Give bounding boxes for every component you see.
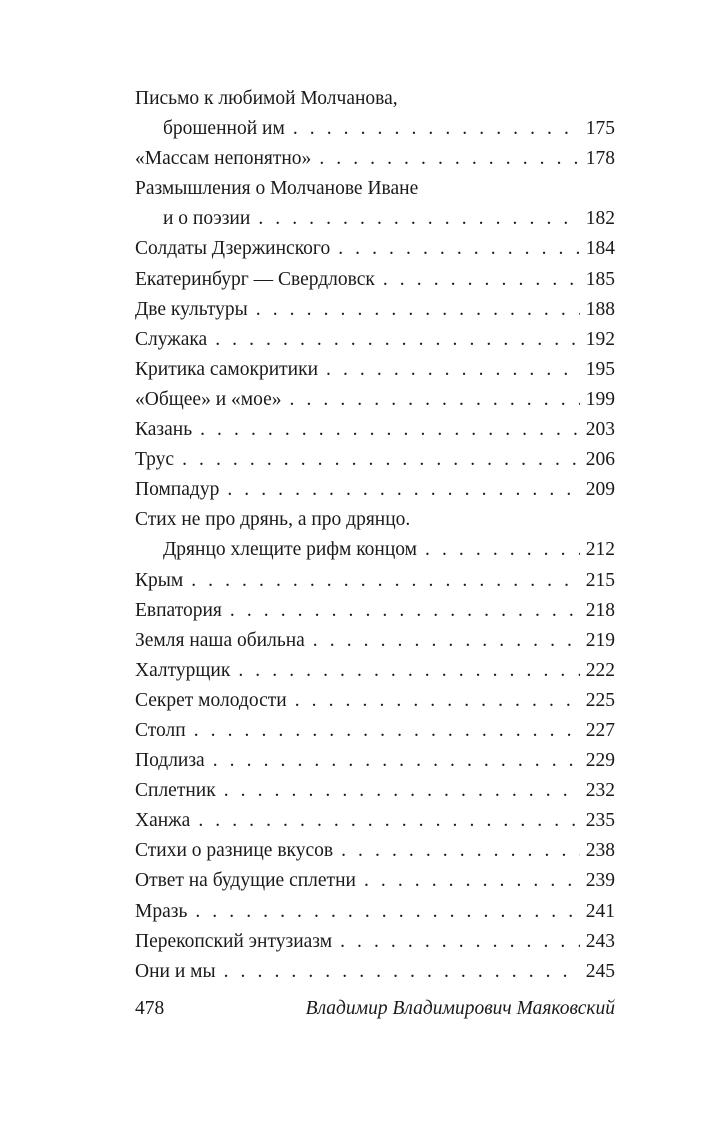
- toc-entry-line: [135, 596, 615, 626]
- toc-entry: [135, 686, 615, 716]
- toc-entry-title: Секрет молодости: [135, 689, 287, 711]
- toc-entry-title: Ханжа: [135, 810, 191, 832]
- toc-entry-page: 235: [585, 810, 615, 832]
- toc-entry-line: [135, 114, 615, 144]
- toc-entry: [135, 84, 615, 144]
- toc-entry-page: 218: [585, 599, 615, 621]
- dot-leader: [198, 806, 579, 836]
- page-footer: [135, 998, 615, 1020]
- toc-entry-line: [135, 265, 615, 295]
- toc-entry-page: 195: [585, 358, 615, 380]
- toc-entry-title: Мразь: [135, 900, 188, 922]
- toc-entry: [135, 505, 615, 565]
- dot-leader: [238, 656, 579, 686]
- toc-entry-page: 238: [585, 840, 615, 862]
- toc-entry-title: Трус: [135, 449, 175, 471]
- toc-entry-page: 203: [585, 419, 615, 441]
- toc-entry-line: [135, 626, 615, 656]
- dot-leader: [200, 415, 580, 445]
- toc-entry-page: 232: [585, 780, 615, 802]
- toc-entry-page: 182: [585, 208, 615, 230]
- toc-entry-line: [135, 325, 615, 355]
- toc-entry: [135, 566, 615, 596]
- toc-entry-line: [135, 415, 615, 445]
- toc-entry-line: [135, 836, 615, 866]
- toc-entry-page: 175: [585, 118, 615, 140]
- toc-entry-title: Екатеринбург — Свердловск: [135, 268, 375, 290]
- toc-entry-page: 219: [585, 629, 615, 651]
- dot-leader: [293, 114, 580, 144]
- toc-entry-title: брошенной им: [163, 118, 285, 140]
- toc-entry-page: 185: [585, 268, 615, 290]
- toc-entry-line: [135, 84, 615, 114]
- toc-entry-title: Они и мы: [135, 960, 216, 982]
- toc-entry-title: Халтурщик: [135, 659, 231, 681]
- dot-leader: [340, 927, 580, 957]
- toc-entry-page: 206: [585, 449, 615, 471]
- toc-entry: [135, 806, 615, 836]
- toc-entry-line: [135, 927, 615, 957]
- toc-entry-title: Стих не про дрянь, а про дрянцо.: [135, 509, 411, 531]
- dot-leader: [195, 897, 579, 927]
- toc-entry: [135, 897, 615, 927]
- toc-entry-title: Перекопский энтузиазм: [135, 930, 333, 952]
- toc-entry-page: 212: [585, 539, 615, 561]
- dot-leader: [425, 535, 580, 565]
- toc-entry: [135, 445, 615, 475]
- toc-entry-title: Крым: [135, 569, 184, 591]
- dot-leader: [258, 204, 579, 234]
- toc-entry-line: [135, 686, 615, 716]
- toc-entry-line: [135, 295, 615, 325]
- toc-entry: [135, 957, 615, 987]
- toc-entry-line: [135, 234, 615, 264]
- toc-entry-page: 192: [585, 328, 615, 350]
- toc-entry-page: 241: [585, 900, 615, 922]
- running-author: Владимир Владимирович Маяковский: [305, 998, 615, 1019]
- toc-entry-line: [135, 174, 615, 204]
- toc-entry-page: 178: [585, 148, 615, 170]
- dot-leader: [215, 325, 580, 355]
- toc-entry-page: 188: [585, 298, 615, 320]
- toc-entry-line: [135, 957, 615, 987]
- toc-entry-title: и о поэзии: [163, 208, 251, 230]
- dot-leader: [182, 445, 580, 475]
- dot-leader: [326, 355, 580, 385]
- toc-entry-title: «Массам непонятно»: [135, 148, 312, 170]
- toc-entry: [135, 836, 615, 866]
- toc-entry: [135, 385, 615, 415]
- toc-entry-title: Сплетник: [135, 780, 216, 802]
- dot-leader: [295, 686, 580, 716]
- toc-entry-page: 243: [585, 930, 615, 952]
- table-of-contents: [135, 84, 615, 987]
- toc-entry-line: [135, 897, 615, 927]
- toc-entry: [135, 927, 615, 957]
- toc-entry: [135, 234, 615, 264]
- toc-entry-title: Земля наша обильна: [135, 629, 305, 651]
- toc-entry-title: Размышления о Молчанове Иване: [135, 178, 419, 200]
- toc-entry-page: 209: [585, 479, 615, 501]
- toc-entry: [135, 716, 615, 746]
- toc-entry-line: [135, 204, 615, 234]
- toc-entry-line: [135, 776, 615, 806]
- toc-entry-page: 227: [585, 719, 615, 741]
- toc-entry-line: [135, 716, 615, 746]
- toc-entry-line: [135, 806, 615, 836]
- toc-entry-title: Казань: [135, 419, 193, 441]
- toc-entry-page: 184: [585, 238, 615, 260]
- toc-entry: [135, 746, 615, 776]
- toc-entry: [135, 596, 615, 626]
- dot-leader: [290, 385, 580, 415]
- toc-entry-title: «Общее» и «мое»: [135, 388, 282, 410]
- dot-leader: [319, 144, 579, 174]
- dot-leader: [256, 295, 580, 325]
- toc-entry-line: [135, 566, 615, 596]
- toc-entry-line: [135, 385, 615, 415]
- dot-leader: [341, 836, 580, 866]
- toc-entry-line: [135, 355, 615, 385]
- toc-entry-page: 229: [585, 750, 615, 772]
- dot-leader: [191, 566, 580, 596]
- dot-leader: [227, 475, 579, 505]
- page-number: 478: [135, 998, 165, 1019]
- toc-entry-line: [135, 505, 615, 535]
- toc-entry-page: 215: [585, 569, 615, 591]
- toc-entry: [135, 656, 615, 686]
- toc-entry-line: [135, 144, 615, 174]
- toc-entry-title: Подлиза: [135, 750, 205, 772]
- toc-entry-page: 239: [585, 870, 615, 892]
- dot-leader: [213, 746, 580, 776]
- toc-entry: [135, 415, 615, 445]
- toc-entry-title: Столп: [135, 719, 186, 741]
- toc-entry: [135, 174, 615, 234]
- dot-leader: [224, 957, 580, 987]
- toc-entry-title: Две культуры: [135, 298, 248, 320]
- toc-entry-line: [135, 746, 615, 776]
- toc-entry: [135, 626, 615, 656]
- toc-entry: [135, 265, 615, 295]
- toc-entry: [135, 355, 615, 385]
- toc-entry-page: 225: [585, 689, 615, 711]
- toc-entry-title: Стихи о разнице вкусов: [135, 840, 334, 862]
- toc-entry-title: Дрянцо хлещите рифм концом: [163, 539, 418, 561]
- toc-entry-line: [135, 656, 615, 686]
- toc-entry-title: Письмо к любимой Молчанова,: [135, 88, 398, 109]
- dot-leader: [194, 716, 580, 746]
- toc-entry: [135, 866, 615, 896]
- dot-leader: [313, 626, 580, 656]
- toc-entry-page: 199: [585, 388, 615, 410]
- toc-entry-title: Евпатория: [135, 599, 222, 621]
- dot-leader: [224, 776, 580, 806]
- dot-leader: [364, 866, 580, 896]
- toc-entry-line: [135, 866, 615, 896]
- toc-entry-line: [135, 475, 615, 505]
- dot-leader: [338, 234, 580, 264]
- toc-entry: [135, 325, 615, 355]
- toc-entry: [135, 475, 615, 505]
- toc-entry-title: Служака: [135, 328, 208, 350]
- toc-entry-title: Ответ на будущие сплетни: [135, 870, 356, 892]
- toc-entry-title: Критика самокритики: [135, 358, 319, 380]
- toc-entry-line: [135, 445, 615, 475]
- toc-entry-page: 245: [585, 960, 615, 982]
- dot-leader: [383, 265, 580, 295]
- toc-entry-page: 222: [585, 659, 615, 681]
- toc-entry-line: [135, 535, 615, 565]
- dot-leader: [230, 596, 580, 626]
- toc-entry-title: Солдаты Дзержинского: [135, 238, 331, 260]
- toc-entry-title: Помпадур: [135, 479, 220, 501]
- toc-entry: [135, 295, 615, 325]
- toc-entry: [135, 144, 615, 174]
- toc-entry: [135, 776, 615, 806]
